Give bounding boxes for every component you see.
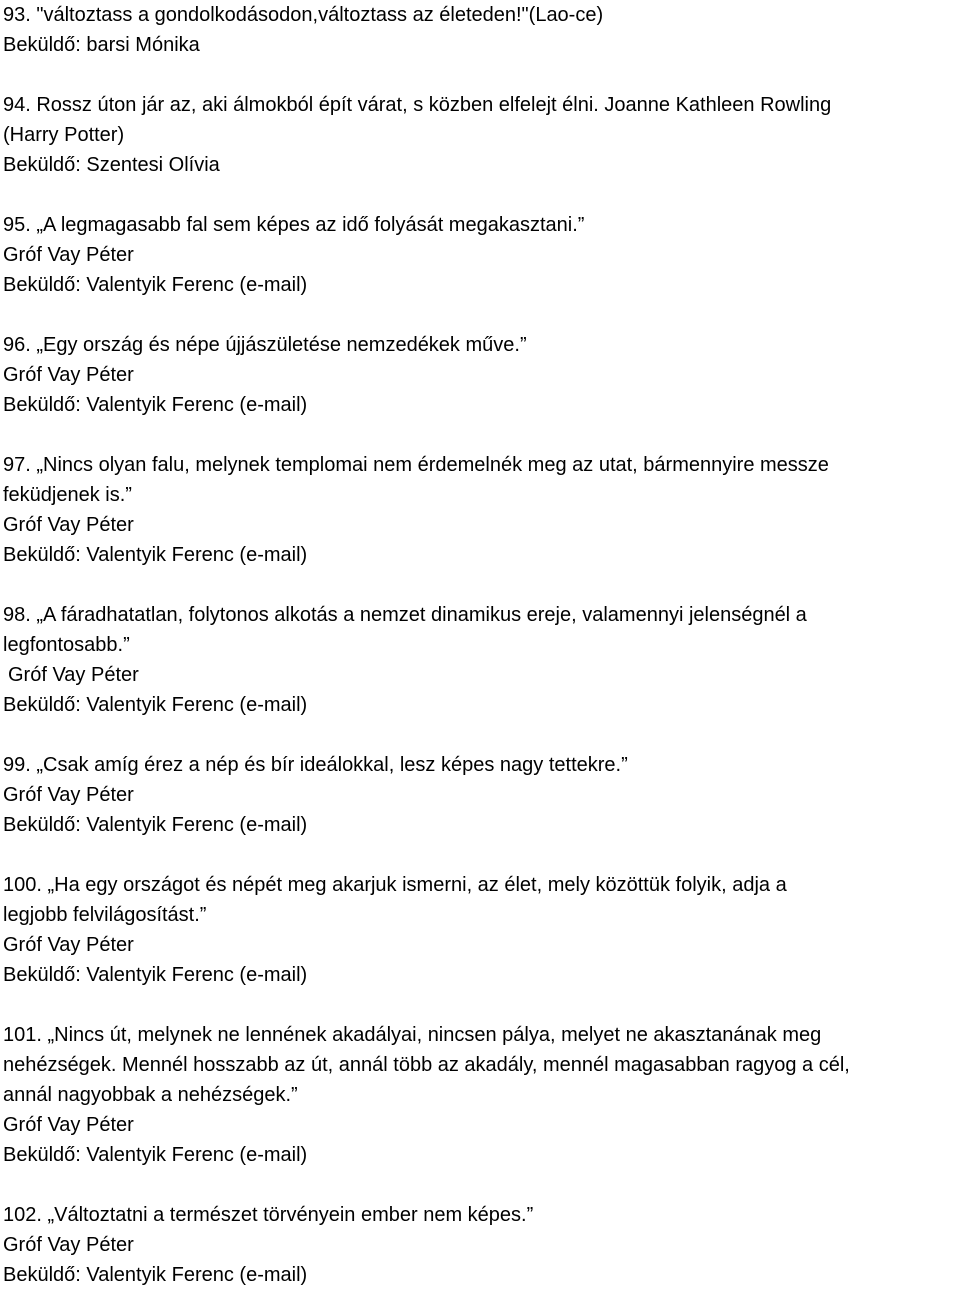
- quote-entry-98: [3, 600, 958, 720]
- quote-entry-96: [3, 330, 958, 420]
- sender-line: Beküldő: Valentyik Ferenc (e-mail): [3, 1264, 308, 1286]
- quote-entry-99: [3, 750, 958, 840]
- quote-entry-100: [3, 870, 958, 990]
- entry-spacer: [3, 420, 958, 450]
- sender-line: Beküldő: Valentyik Ferenc (e-mail): [3, 964, 308, 986]
- entry-spacer: [3, 180, 958, 210]
- author-line: Gróf Vay Péter: [3, 934, 134, 956]
- author-line: Gróf Vay Péter: [3, 784, 134, 806]
- entry-spacer: [3, 60, 958, 90]
- sender-line: Beküldő: Valentyik Ferenc (e-mail): [3, 394, 308, 416]
- author-line: Gróf Vay Péter: [3, 514, 134, 536]
- quote-text-line: 97. „Nincs olyan falu, melynek templomai nem érdemelnék meg az utat, bármennyire messze: [3, 454, 829, 476]
- quote-text-line: 102. „Változtatni a természet törvényein ember nem képes.”: [3, 1204, 534, 1226]
- quote-text-line: legjobb felvilágosítást.”: [3, 904, 207, 926]
- quote-text-line: 95. „A legmagasabb fal sem képes az idő folyását megakasztani.”: [3, 214, 585, 236]
- entry-spacer: [3, 1170, 958, 1200]
- quote-text-line: 100. „Ha egy országot és népét meg akarjuk ismerni, az élet, mely közöttük folyik, adja a: [3, 874, 787, 896]
- quote-text-line: 101. „Nincs út, melynek ne lennének akadályai, nincsen pálya, melyet ne akasztanának meg: [3, 1024, 822, 1046]
- entry-spacer: [3, 720, 958, 750]
- entry-spacer: [3, 570, 958, 600]
- quote-entry-102: [3, 1200, 958, 1290]
- sender-line: Beküldő: Valentyik Ferenc (e-mail): [3, 1144, 308, 1166]
- author-line: Gróf Vay Péter: [3, 364, 134, 386]
- author-line: Gróf Vay Péter: [3, 244, 134, 266]
- quote-text-line: 99. „Csak amíg érez a nép és bír ideálokkal, lesz képes nagy tettekre.”: [3, 754, 628, 776]
- quote-entry-93: [3, 0, 958, 60]
- entry-spacer: [3, 990, 958, 1020]
- entry-spacer: [3, 300, 958, 330]
- author-line: Gróf Vay Péter: [3, 1234, 134, 1256]
- quote-text-line: 98. „A fáradhatatlan, folytonos alkotás a nemzet dinamikus ereje, valamennyi jelenségnél a: [3, 604, 807, 626]
- sender-line: Beküldő: Szentesi Olívia: [3, 154, 220, 176]
- quote-text-line: nehézségek. Mennél hosszabb az út, annál több az akadály, mennél magasabban ragyog a cél,: [3, 1054, 850, 1076]
- quote-list: [3, 0, 958, 1290]
- sender-line: Beküldő: Valentyik Ferenc (e-mail): [3, 814, 308, 836]
- quote-text-line: (Harry Potter): [3, 124, 125, 146]
- quote-entry-94: [3, 90, 958, 180]
- quote-text-line: legfontosabb.”: [3, 634, 130, 656]
- quote-text-line: feküdjenek is.”: [3, 484, 132, 506]
- sender-line: Beküldő: barsi Mónika: [3, 34, 200, 56]
- quote-text-line: annál nagyobbak a nehézségek.”: [3, 1084, 298, 1106]
- quote-entry-95: [3, 210, 958, 300]
- author-line: Gróf Vay Péter: [3, 1114, 134, 1136]
- sender-line: Beküldő: Valentyik Ferenc (e-mail): [3, 274, 308, 296]
- author-line: Gróf Vay Péter: [8, 664, 139, 686]
- quote-text-line: 93. "változtass a gondolkodásodon,változtass az életeden!"(Lao-ce): [3, 4, 604, 26]
- entry-spacer: [3, 840, 958, 870]
- quote-text-line: 94. Rossz úton jár az, aki álmokból épít várat, s közben elfelejt élni. Joanne Kathleen Rowling: [3, 94, 832, 116]
- quote-entry-101: [3, 1020, 958, 1170]
- sender-line: Beküldő: Valentyik Ferenc (e-mail): [3, 544, 308, 566]
- quote-entry-97: [3, 450, 958, 570]
- sender-line: Beküldő: Valentyik Ferenc (e-mail): [3, 694, 308, 716]
- quote-text-line: 96. „Egy ország és népe újjászületése nemzedékek műve.”: [3, 334, 527, 356]
